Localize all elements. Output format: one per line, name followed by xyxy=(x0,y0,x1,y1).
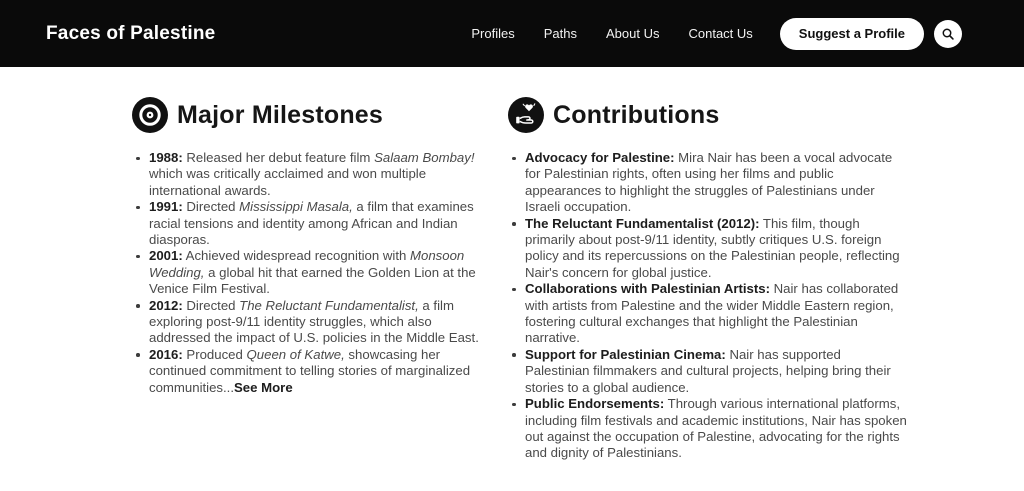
section-header xyxy=(132,97,488,133)
list-item xyxy=(149,347,488,396)
film-title: Monsoon Wedding, xyxy=(149,248,465,280)
item-label: Support for Palestinian Cinema: xyxy=(525,346,726,362)
item-text: Nair has supported Palestinian filmmakers and cultural projects, helping bring their stories to a global audience. xyxy=(525,346,891,395)
item-label: 2016: xyxy=(149,346,183,362)
nav-item-contact-us[interactable]: Contact Us xyxy=(688,26,753,41)
section-major-milestones xyxy=(132,97,488,462)
item-text: Directed xyxy=(182,199,240,215)
search-button[interactable] xyxy=(934,20,962,48)
item-label: 2001: xyxy=(149,248,183,264)
list-item xyxy=(525,347,908,396)
film-title: Salaam Bombay! xyxy=(374,150,475,165)
section-title-contributions: Contributions xyxy=(553,100,720,129)
item-label: Public Endorsements: xyxy=(525,396,665,412)
main-nav xyxy=(471,26,752,41)
item-text: Nair has collaborated with artists from Palestine and the wider Middle Eastern region, fostering cultural exchanges that highlight the Palestinian narrative. xyxy=(525,281,899,346)
item-text: Mira Nair has been a vocal advocate for Palestinian rights, often using her films and public appearances to highlight the struggles of Palestinians under Israeli occupation. xyxy=(525,150,893,215)
film-title: Queen of Katwe, xyxy=(246,346,345,362)
film-title: Mississippi Masala, xyxy=(239,199,353,215)
item-text: which was critically acclaimed and won multiple international awards. xyxy=(149,166,427,198)
item-label: 1991: xyxy=(149,199,183,215)
item-text: Released her debut feature film xyxy=(182,150,375,165)
item-text: Through various international platforms, including film festivals and academic institutions, Nair has spoken out against the occupation of Palestine, advocating for the rights and dignity of Palestinians. xyxy=(525,396,907,461)
target-bullseye-icon xyxy=(132,97,168,133)
list-item xyxy=(149,199,488,248)
list-item xyxy=(525,150,908,216)
see-more-link[interactable]: See More xyxy=(234,379,293,395)
site-logo[interactable]: Faces of Palestine xyxy=(46,22,216,44)
hand-heart-icon xyxy=(508,97,544,133)
film-title: The Reluctant Fundamentalist, xyxy=(239,297,419,313)
item-text: Produced xyxy=(182,346,247,362)
item-label: 1988: xyxy=(149,150,183,165)
content-area xyxy=(0,67,1024,462)
item-text: Achieved widespread recognition with xyxy=(182,248,410,264)
list-item xyxy=(525,281,908,347)
list-item xyxy=(525,396,908,462)
item-text: Directed xyxy=(182,297,240,313)
section-contributions xyxy=(508,97,908,462)
milestones-list xyxy=(132,150,488,396)
item-label: 2012: xyxy=(149,297,183,313)
nav-item-profiles[interactable]: Profiles xyxy=(471,26,515,41)
item-text: a film exploring post-9/11 identity struggles, which also addressed the impact of U.S. policies in the Middle East. xyxy=(149,297,479,346)
item-label: Collaborations with Palestinian Artists: xyxy=(525,281,770,297)
item-label: Advocacy for Palestine: xyxy=(525,150,675,165)
item-text: showcasing her continued commitment to telling stories of marginalized communities... xyxy=(149,346,471,395)
nav-item-paths[interactable]: Paths xyxy=(543,26,577,41)
item-label: The Reluctant Fundamentalist (2012): xyxy=(525,215,760,231)
list-item xyxy=(149,150,488,199)
list-item xyxy=(525,216,908,282)
top-header xyxy=(0,0,1024,67)
nav-item-about-us[interactable]: About Us xyxy=(606,26,660,41)
section-header xyxy=(508,97,908,133)
section-title-milestones: Major Milestones xyxy=(177,100,384,129)
suggest-a-profile-button[interactable]: Suggest a Profile xyxy=(780,18,924,50)
contributions-list xyxy=(508,150,908,462)
item-text: a film that examines racial tensions and identity among African and Indian diasporas. xyxy=(149,199,474,248)
list-item xyxy=(149,248,488,297)
search-icon xyxy=(940,26,956,42)
item-text: This film, though primarily about post-9/11 identity, subtly critiques U.S. foreign policy and its repercussions on the Palestinian people, reflecting Nair's concern for global justice. xyxy=(525,215,900,280)
list-item xyxy=(149,298,488,347)
item-text: a global hit that earned the Golden Lion at the Venice Film Festival. xyxy=(149,264,476,297)
